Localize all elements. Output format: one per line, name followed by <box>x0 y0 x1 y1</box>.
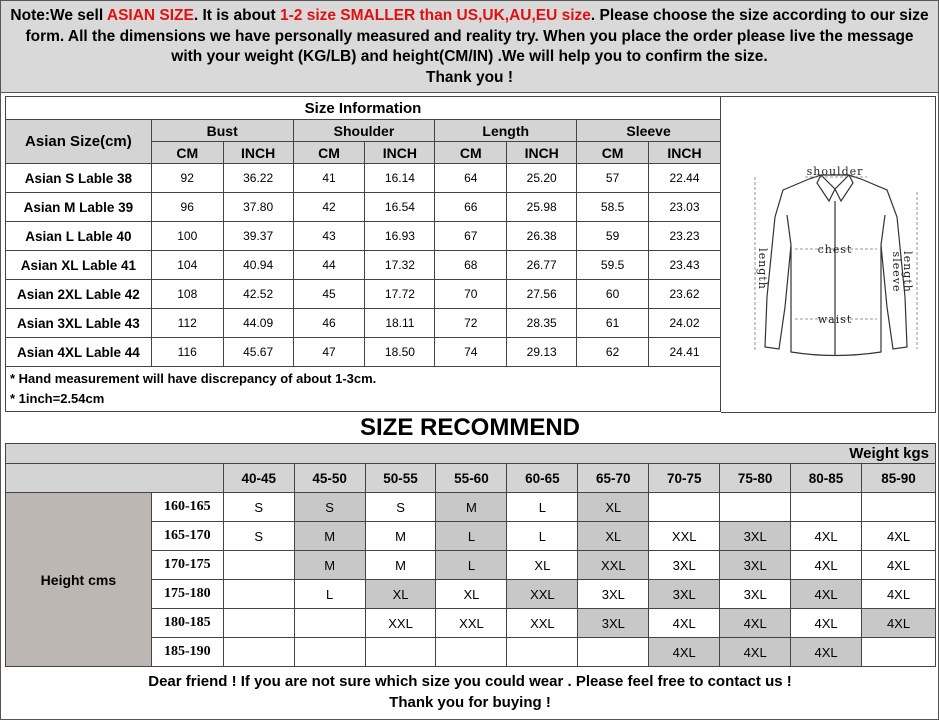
size-value: 68 <box>435 251 507 280</box>
recommended-size: 4XL <box>862 609 936 638</box>
size-value: 24.02 <box>649 309 721 338</box>
recommended-size: 4XL <box>720 638 791 667</box>
size-value: 45.67 <box>223 338 293 367</box>
length-header: Length <box>435 120 577 142</box>
weight-range: 50-55 <box>365 464 436 493</box>
size-value: 18.50 <box>365 338 435 367</box>
height-row <box>6 493 936 522</box>
size-row <box>6 309 721 338</box>
size-value: 47 <box>293 338 365 367</box>
recommended-size: 4XL <box>791 609 862 638</box>
bust-header: Bust <box>151 120 293 142</box>
recommended-size: M <box>436 493 507 522</box>
recommended-size: L <box>294 580 365 609</box>
diagram-label-sleeve-length: length <box>901 251 914 293</box>
size-row <box>6 251 721 280</box>
size-row <box>6 222 721 251</box>
weight-kgs-label: Weight kgs <box>6 444 936 464</box>
size-value: 44 <box>293 251 365 280</box>
size-value: 16.54 <box>365 193 435 222</box>
recommended-size <box>365 638 436 667</box>
size-value: 62 <box>577 338 649 367</box>
size-label: Asian XL Lable 41 <box>6 251 152 280</box>
size-value: 60 <box>577 280 649 309</box>
size-row <box>6 193 721 222</box>
diagram-label-sleeve: sleeve <box>890 251 903 293</box>
size-value: 16.14 <box>365 164 435 193</box>
size-value: 25.98 <box>507 193 577 222</box>
recommended-size: L <box>436 522 507 551</box>
weight-range: 80-85 <box>791 464 862 493</box>
size-info-title: Size Information <box>6 97 721 120</box>
size-value: 26.38 <box>507 222 577 251</box>
note-text-1: Note:We sell <box>10 7 107 24</box>
footer-line-contact: Dear friend ! If you are not sure which size you could wear . Please feel free to contact us ! <box>148 673 792 690</box>
size-value: 39.37 <box>223 222 293 251</box>
weight-range: 40-45 <box>223 464 294 493</box>
size-value: 42 <box>293 193 365 222</box>
height-range: 165-170 <box>151 522 223 551</box>
size-value: 104 <box>151 251 223 280</box>
size-value: 44.09 <box>223 309 293 338</box>
recommended-size: S <box>365 493 436 522</box>
note-text-2: . It is about <box>193 7 280 24</box>
size-value: 37.80 <box>223 193 293 222</box>
size-value: 100 <box>151 222 223 251</box>
recommended-size: L <box>507 493 578 522</box>
recommended-size <box>223 638 294 667</box>
recommended-size <box>862 638 936 667</box>
size-recommend-title: SIZE RECOMMEND <box>359 414 580 441</box>
size-note <box>1 1 938 93</box>
recommended-size <box>507 638 578 667</box>
note-red-asian-size: ASIAN SIZE <box>106 7 194 24</box>
recommended-size: 3XL <box>578 609 649 638</box>
weight-range: 65-70 <box>578 464 649 493</box>
size-value: 27.56 <box>507 280 577 309</box>
size-value: 46 <box>293 309 365 338</box>
recommended-size: 4XL <box>791 522 862 551</box>
height-range: 180-185 <box>151 609 223 638</box>
recommended-size: 4XL <box>862 551 936 580</box>
recommended-size <box>294 609 365 638</box>
size-value: 23.43 <box>649 251 721 280</box>
weight-range: 55-60 <box>436 464 507 493</box>
shirt-diagram-svg <box>721 97 935 412</box>
recommended-size: 4XL <box>862 580 936 609</box>
size-value: 112 <box>151 309 223 338</box>
recommended-size <box>436 638 507 667</box>
unit-header: INCH <box>365 142 435 164</box>
asian-size-header: Asian Size(cm) <box>6 120 152 164</box>
recommended-size: 4XL <box>791 638 862 667</box>
unit-header: CM <box>293 142 365 164</box>
size-value: 67 <box>435 222 507 251</box>
height-range: 160-165 <box>151 493 223 522</box>
size-value: 64 <box>435 164 507 193</box>
weight-row-blank <box>6 464 224 493</box>
recommended-size: 3XL <box>578 580 649 609</box>
recommended-size: XL <box>436 580 507 609</box>
shirt-measurement-diagram <box>721 96 936 413</box>
size-value: 42.52 <box>223 280 293 309</box>
size-row <box>6 338 721 367</box>
height-range: 170-175 <box>151 551 223 580</box>
recommended-size: S <box>294 493 365 522</box>
diagram-label-chest: chest <box>817 243 853 256</box>
recommended-size: S <box>223 522 294 551</box>
size-value: 29.13 <box>507 338 577 367</box>
weight-range: 45-50 <box>294 464 365 493</box>
recommended-size <box>294 638 365 667</box>
note-red-smaller: 1-2 size SMALLER than US,UK,AU,EU size <box>279 7 591 24</box>
size-value: 96 <box>151 193 223 222</box>
size-value: 43 <box>293 222 365 251</box>
size-value: 28.35 <box>507 309 577 338</box>
size-value: 72 <box>435 309 507 338</box>
size-value: 23.03 <box>649 193 721 222</box>
diagram-label-shoulder: shoulder <box>806 165 864 178</box>
size-value: 16.93 <box>365 222 435 251</box>
size-label: Asian S Lable 38 <box>6 164 152 193</box>
recommended-size <box>862 493 936 522</box>
footer-line-thanks: Thank you for buying ! <box>389 694 551 711</box>
size-label: Asian 3XL Lable 43 <box>6 309 152 338</box>
shoulder-header: Shoulder <box>293 120 435 142</box>
note-inch-conversion: * 1inch=2.54cm <box>10 391 105 406</box>
size-row <box>6 280 721 309</box>
recommended-size <box>791 493 862 522</box>
unit-header: CM <box>577 142 649 164</box>
size-value: 92 <box>151 164 223 193</box>
size-value: 41 <box>293 164 365 193</box>
recommended-size: M <box>365 551 436 580</box>
size-value: 58.5 <box>577 193 649 222</box>
recommended-size: XXL <box>365 609 436 638</box>
recommended-size: L <box>507 522 578 551</box>
size-value: 116 <box>151 338 223 367</box>
recommended-size: XXL <box>507 609 578 638</box>
unit-header: CM <box>151 142 223 164</box>
recommended-size: 4XL <box>649 609 720 638</box>
size-value: 23.62 <box>649 280 721 309</box>
recommended-size: 4XL <box>791 580 862 609</box>
unit-header: CM <box>435 142 507 164</box>
unit-header: INCH <box>223 142 293 164</box>
recommended-size: 4XL <box>720 609 791 638</box>
size-value: 70 <box>435 280 507 309</box>
sleeve-header: Sleeve <box>577 120 721 142</box>
size-value: 22.44 <box>649 164 721 193</box>
recommended-size: 4XL <box>649 638 720 667</box>
size-value: 108 <box>151 280 223 309</box>
size-value: 23.23 <box>649 222 721 251</box>
recommended-size: 4XL <box>862 522 936 551</box>
size-value: 61 <box>577 309 649 338</box>
recommended-size: XXL <box>436 609 507 638</box>
footer-message <box>5 669 935 717</box>
height-range: 185-190 <box>151 638 223 667</box>
recommended-size <box>223 609 294 638</box>
size-label: Asian 2XL Lable 42 <box>6 280 152 309</box>
unit-header: INCH <box>649 142 721 164</box>
recommended-size: M <box>365 522 436 551</box>
recommended-size <box>223 551 294 580</box>
size-value: 57 <box>577 164 649 193</box>
size-value: 25.20 <box>507 164 577 193</box>
size-recommend-table <box>5 443 936 667</box>
recommended-size <box>223 580 294 609</box>
recommended-size: 3XL <box>720 522 791 551</box>
note-thanks: Thank you ! <box>426 68 513 86</box>
recommended-size: 3XL <box>720 580 791 609</box>
size-value: 45 <box>293 280 365 309</box>
recommended-size: L <box>436 551 507 580</box>
size-value: 24.41 <box>649 338 721 367</box>
recommended-size: S <box>223 493 294 522</box>
height-cms-label: Height cms <box>6 493 152 667</box>
size-value: 26.77 <box>507 251 577 280</box>
recommended-size: M <box>294 522 365 551</box>
recommended-size <box>720 493 791 522</box>
weight-range: 85-90 <box>862 464 936 493</box>
weight-range: 60-65 <box>507 464 578 493</box>
size-value: 66 <box>435 193 507 222</box>
note-discrepancy: * Hand measurement will have discrepancy of about 1-3cm. <box>10 371 377 386</box>
size-label: Asian L Lable 40 <box>6 222 152 251</box>
diagram-label-length: length <box>756 248 769 290</box>
recommended-size: XL <box>578 493 649 522</box>
weight-range: 70-75 <box>649 464 720 493</box>
size-value: 74 <box>435 338 507 367</box>
size-information-table <box>5 96 721 412</box>
recommended-size <box>649 493 720 522</box>
size-row <box>6 164 721 193</box>
size-label: Asian 4XL Lable 44 <box>6 338 152 367</box>
recommended-size: XXL <box>578 551 649 580</box>
recommended-size: XXL <box>649 522 720 551</box>
recommended-size: 3XL <box>649 551 720 580</box>
note-text-3: . Please choose the size according to our size form. All the dimensions we have personally measured and reality try. When you place the order please live the message with your weight (KG/LB) and height(CM/IN) .We will help you to confirm the size. <box>25 7 929 65</box>
size-value: 40.94 <box>223 251 293 280</box>
recommended-size: M <box>294 551 365 580</box>
size-value: 17.72 <box>365 280 435 309</box>
height-range: 175-180 <box>151 580 223 609</box>
recommended-size <box>578 638 649 667</box>
size-value: 59 <box>577 222 649 251</box>
recommended-size: 3XL <box>649 580 720 609</box>
recommended-size: 4XL <box>791 551 862 580</box>
measurement-notes <box>6 367 721 412</box>
size-value: 36.22 <box>223 164 293 193</box>
recommended-size: 3XL <box>720 551 791 580</box>
recommended-size: XL <box>365 580 436 609</box>
weight-range: 75-80 <box>720 464 791 493</box>
recommended-size: XL <box>507 551 578 580</box>
diagram-label-waist: waist <box>817 313 853 326</box>
recommended-size: XXL <box>507 580 578 609</box>
size-value: 17.32 <box>365 251 435 280</box>
size-value: 18.11 <box>365 309 435 338</box>
size-label: Asian M Lable 39 <box>6 193 152 222</box>
recommended-size: XL <box>578 522 649 551</box>
unit-header: INCH <box>507 142 577 164</box>
size-value: 59.5 <box>577 251 649 280</box>
